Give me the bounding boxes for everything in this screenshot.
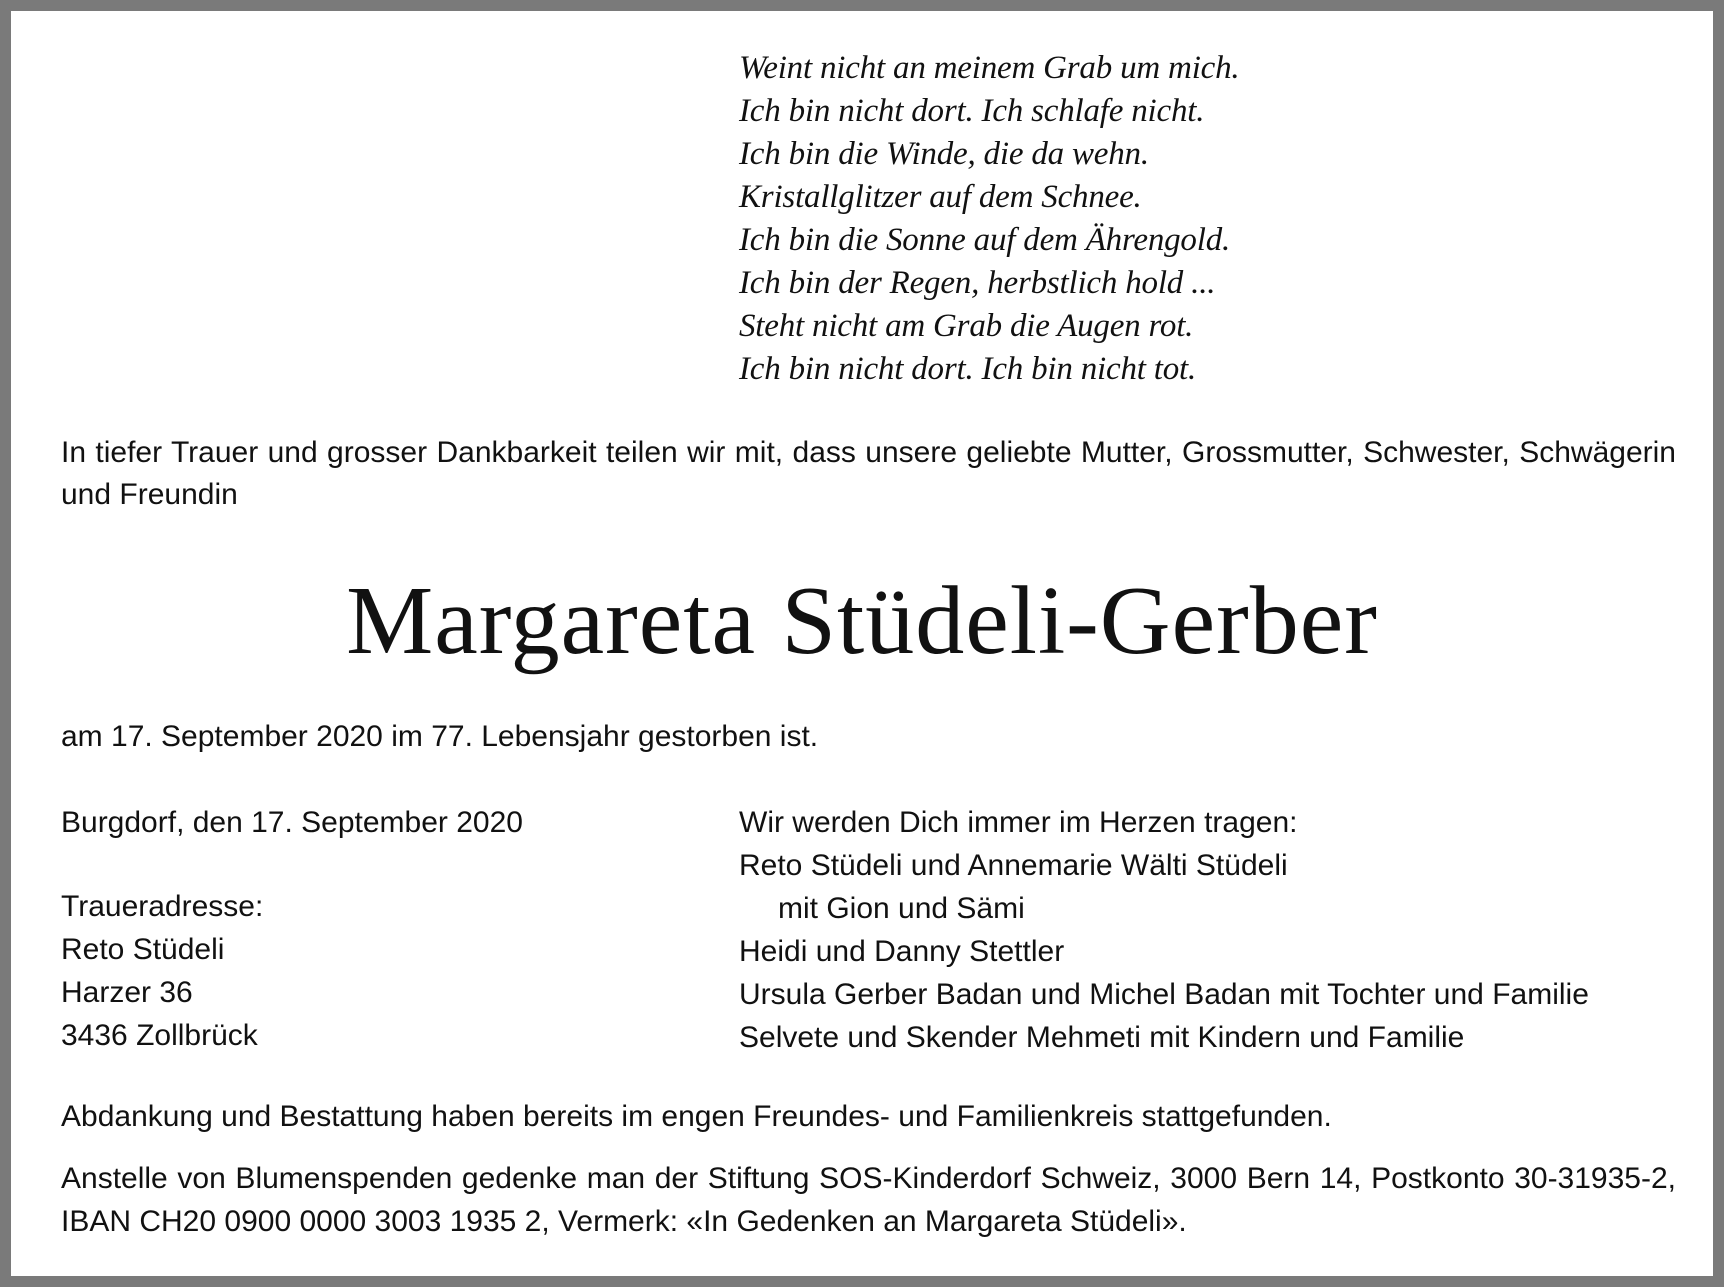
mourner-line: Heidi und Danny Stettler (739, 935, 1065, 968)
funeral-note: Abdankung und Bestattung haben bereits im engen Freundes- und Familienkreis stattgefunden. (61, 1100, 1332, 1133)
poem-line: Ich bin der Regen, herbstlich hold ... (739, 265, 1216, 301)
address-street: Harzer 36 (61, 976, 193, 1009)
address-name: Reto Stüdeli (61, 933, 225, 966)
poem-line: Ich bin nicht dort. Ich schlafe nicht. (739, 93, 1205, 129)
poem (739, 47, 1639, 391)
donation-note: Anstelle von Blumenspenden gedenke man der Stiftung SOS-Kinderdorf Schweiz, 3000 Bern 14, Postkonto 30-31935-2, IBAN CH20 0900 0000 3003 1935 2, Vermerk: «In Gedenken an Margareta Stüdeli». (61, 1162, 1676, 1238)
address-column (61, 801, 681, 1057)
mourners-heading: Wir werden Dich immer im Herzen tragen: (739, 806, 1298, 839)
address-label: Traueradresse: (61, 890, 264, 923)
mourner-line: Ursula Gerber Badan und Michel Badan mit Tochter und Familie (739, 978, 1589, 1011)
poem-line: Ich bin die Winde, die da wehn. (739, 136, 1149, 172)
place-date: Burgdorf, den 17. September 2020 (61, 806, 523, 839)
mourner-line: Selvete und Skender Mehmeti mit Kindern und Familie (739, 1021, 1465, 1054)
obituary-notice (11, 11, 1713, 1276)
mourner-line: mit Gion und Sämi (778, 892, 1025, 925)
poem-line: Ich bin nicht dort. Ich bin nicht tot. (739, 351, 1197, 387)
mourner-line: Reto Stüdeli und Annemarie Wälti Stüdeli (739, 849, 1288, 882)
poem-line: Ich bin die Sonne auf dem Ährengold. (739, 222, 1231, 258)
deceased-name: Margareta Stüdeli-Gerber (346, 567, 1378, 675)
death-notice: am 17. September 2020 im 77. Lebensjahr gestorben ist. (61, 720, 819, 753)
intro-text: In tiefer Trauer und grosser Dankbarkeit teilen wir mit, dass unsere geliebte Mutter, Grossmutter, Schwester, Schwägerin und Freundin (61, 436, 1676, 511)
spacer (61, 844, 681, 885)
poem-line: Kristallglitzer auf dem Schnee. (739, 179, 1142, 215)
poem-line: Steht nicht am Grab die Augen rot. (739, 308, 1194, 344)
mourners-column (739, 801, 1699, 1059)
poem-line: Weint nicht an meinem Grab um mich. (739, 50, 1240, 86)
address-city: 3436 Zollbrück (61, 1019, 258, 1052)
